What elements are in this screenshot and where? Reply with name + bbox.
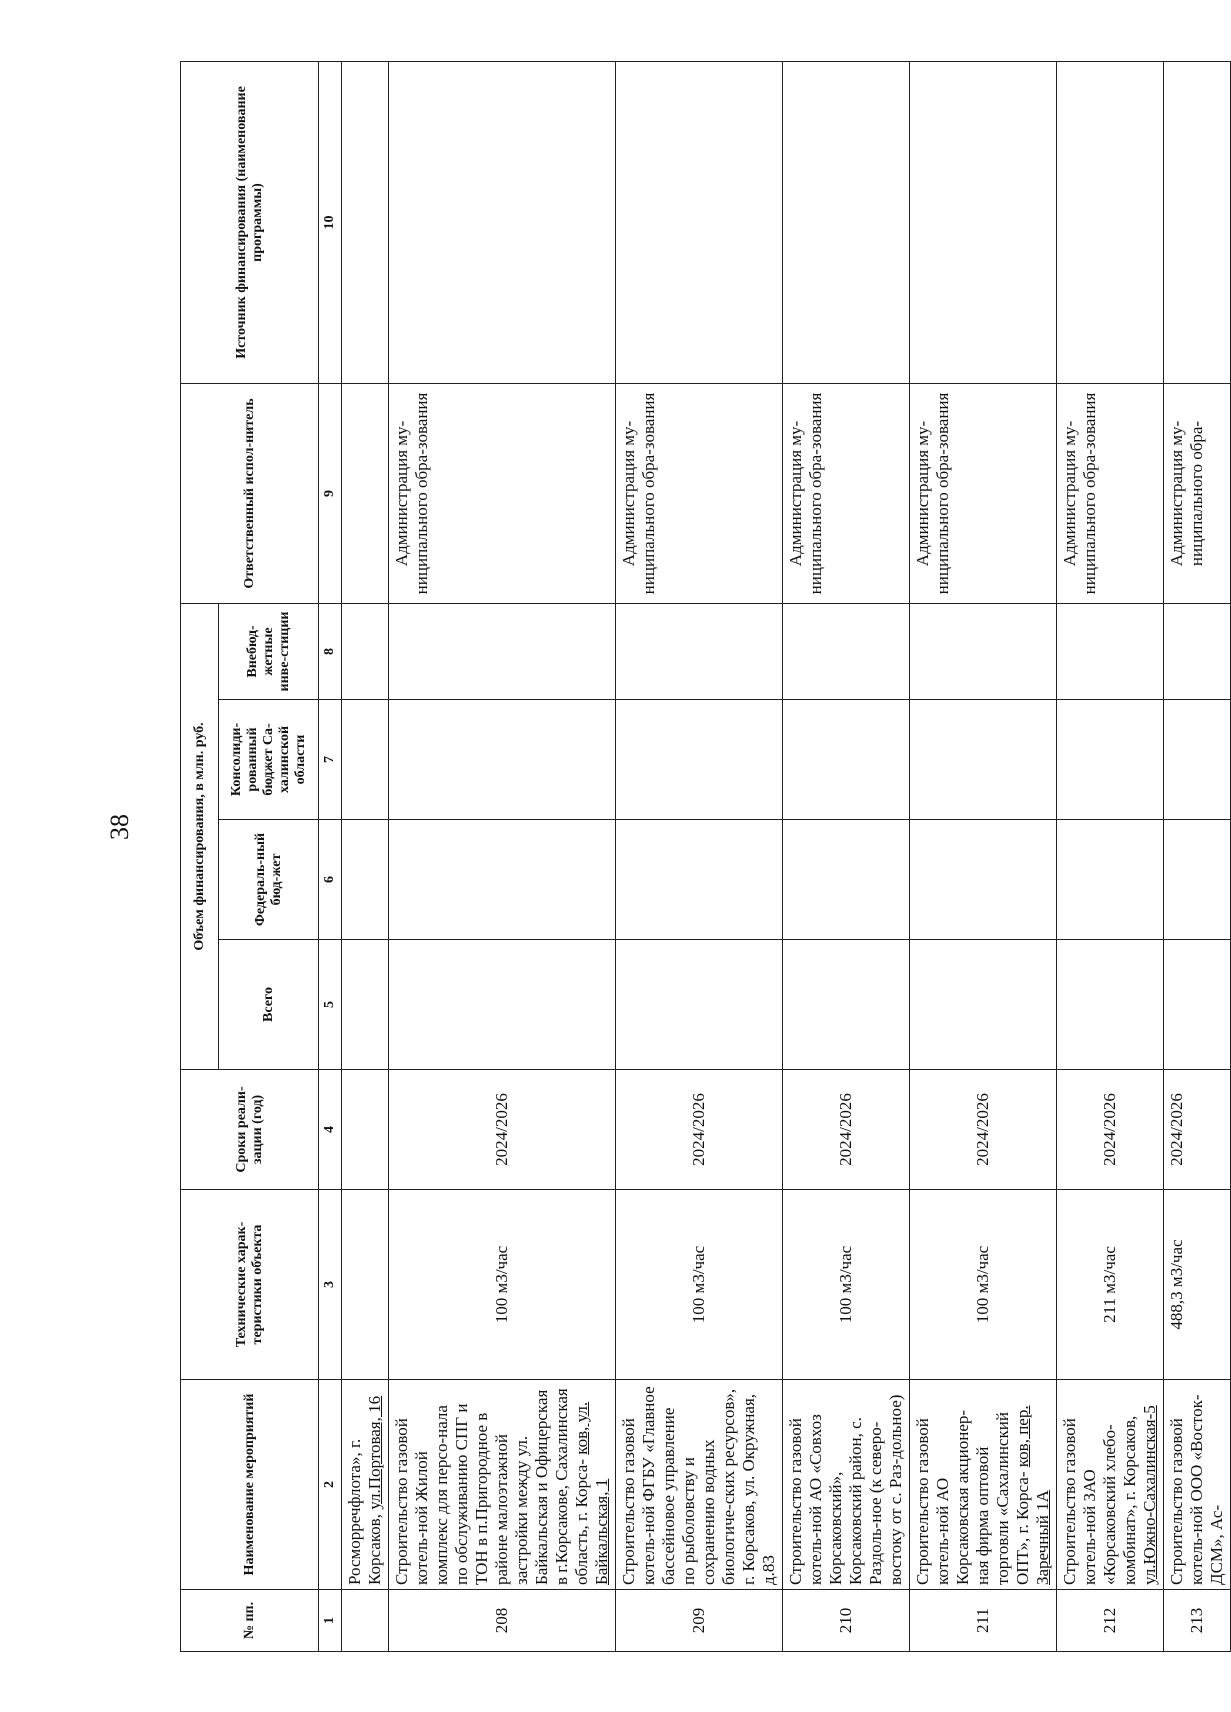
cell-executor: Администрация му-ниципального обра-зования	[910, 383, 1057, 603]
column-number: 8	[319, 603, 342, 699]
cell-regional	[1057, 700, 1164, 820]
cell-total	[783, 940, 910, 1070]
name-underlined: ул.Южно-Сахалинская-5	[1140, 1405, 1159, 1585]
cell-tech: 100 м3/час	[910, 1190, 1057, 1380]
cell-period: 2024/2026	[389, 1070, 616, 1190]
cell-tech: 211 м3/час	[1057, 1190, 1164, 1380]
cell-total	[342, 940, 389, 1070]
cell-num: 209	[616, 1590, 783, 1652]
cell-federal	[910, 820, 1057, 940]
header-col-2: Наименование мероприятий	[181, 1380, 319, 1590]
cell-executor: Администрация му-ниципального обра-зования	[1057, 383, 1164, 603]
header-col-4: Сроки реали-зации (год)	[181, 1070, 319, 1190]
cell-source	[1057, 61, 1164, 383]
cell-regional	[783, 700, 910, 820]
cell-total	[616, 940, 783, 1070]
cell-regional	[616, 700, 783, 820]
cell-name	[389, 1380, 616, 1590]
cell-source	[1164, 61, 1231, 383]
cell-period: 2024/2026	[1057, 1070, 1164, 1190]
cell-federal	[1057, 820, 1164, 940]
continuation-underlined: ул.Портовая, 16	[365, 1395, 384, 1510]
cell-regional	[910, 700, 1057, 820]
table-row	[783, 61, 910, 1651]
cell-tech: 100 м3/час	[616, 1190, 783, 1380]
cell-federal	[342, 820, 389, 940]
cell-period	[342, 1070, 389, 1190]
cell-extrabudget	[389, 603, 616, 699]
column-number: 4	[319, 1070, 342, 1190]
cell-num: 208	[389, 1590, 616, 1652]
column-number: 6	[319, 820, 342, 940]
cell-extrabudget	[783, 603, 910, 699]
header-col-5: Всего	[219, 940, 319, 1070]
measures-table	[180, 61, 1231, 1652]
cell-executor: Администрация му-ниципального обра-	[1164, 383, 1231, 603]
column-number-row	[319, 61, 342, 1651]
cell-period: 2024/2026	[783, 1070, 910, 1190]
table-row	[389, 61, 616, 1651]
cell-regional	[1164, 700, 1231, 820]
cell-source	[342, 61, 389, 383]
cell-extrabudget	[910, 603, 1057, 699]
column-number: 5	[319, 940, 342, 1070]
cell-period: 2024/2026	[910, 1070, 1057, 1190]
column-number: 10	[319, 61, 342, 383]
cell-name	[342, 1380, 389, 1590]
cell-source	[389, 61, 616, 383]
header-col-8: Внебюд-жетные инве-стиции	[219, 603, 319, 699]
name-text: Строительство газовой котель-ной ЗАО «Корсаковский хлебо-комбинат», г. Корсаков,	[1060, 1415, 1139, 1585]
header-col-10: Источник финансирования (наименование программы)	[181, 61, 319, 383]
cell-tech: 100 м3/час	[783, 1190, 910, 1380]
continuation-row	[342, 61, 389, 1651]
cell-total	[1164, 940, 1231, 1070]
cell-federal	[389, 820, 616, 940]
name-text: Строительство газовой котель-ной ФГБУ «Главное бассейновое управление по рыболовству и сохранению водных биологиче-ских ресурсов», г. Корсаков, ул. Окружная, д.83	[619, 1386, 778, 1585]
cell-total	[1057, 940, 1164, 1070]
cell-name	[1164, 1380, 1231, 1590]
name-text: Строительство газовой котель-ной АО Корсаковская акционер-ная фирма оптовой торговли «Сахалинский ОПТ», г. Корса-	[913, 1409, 1032, 1585]
cell-source	[616, 61, 783, 383]
cell-executor: Администрация му-ниципального обра-зования	[783, 383, 910, 603]
cell-name	[910, 1380, 1057, 1590]
cell-period: 2024/2026	[616, 1070, 783, 1190]
column-number: 3	[319, 1190, 342, 1380]
table-row	[1164, 61, 1231, 1651]
column-number: 2	[319, 1380, 342, 1590]
name-underlined: ков, ул. Байкальская, 1	[572, 1401, 611, 1585]
continuation-text: Росморречфлота», г. Корсаков,	[345, 1438, 384, 1585]
name-text: Строительство газовой котель-ной АО «Совхоз Корсаковский», Корсаковский район, с. Раздоль-ное (к северо-востоку от с. Раз-дольное)	[786, 1394, 905, 1585]
cell-total	[910, 940, 1057, 1070]
cell-name	[1057, 1380, 1164, 1590]
cell-num	[342, 1590, 389, 1652]
cell-name	[616, 1380, 783, 1590]
name-text: Строительство газовой котель-ной Жилой комплекс для персо-нала по обслуживанию СПГ и ТОН в п.Пригородное в районе малоэтажной застройки между ул. Байкальская и Офицерская в г.Корсакове, Сахалинская область, г. Корса-	[392, 1388, 591, 1585]
cell-num: 210	[783, 1590, 910, 1652]
header-row-1	[181, 61, 219, 1651]
cell-source	[783, 61, 910, 383]
header-col-1: № пп.	[181, 1590, 319, 1652]
cell-num: 211	[910, 1590, 1057, 1652]
column-number: 1	[319, 1590, 342, 1652]
cell-num: 212	[1057, 1590, 1164, 1652]
cell-executor: Администрация му-ниципального обра-зования	[389, 383, 616, 603]
rotated-table-wrapper	[180, 62, 1226, 1652]
table-row	[1057, 61, 1164, 1651]
cell-federal	[1164, 820, 1231, 940]
cell-regional	[389, 700, 616, 820]
cell-executor	[342, 383, 389, 603]
cell-regional	[342, 700, 389, 820]
cell-num: 213	[1164, 1590, 1231, 1652]
header-col-6: Федераль-ный бюд-жет	[219, 820, 319, 940]
name-text: Строительство газовой котель-ной ООО «Восток-ДСМ», Ас-	[1167, 1394, 1226, 1585]
cell-executor: Администрация му-ниципального обра-зования	[616, 383, 783, 603]
header-col-3: Технические харак-теристики объекта	[181, 1190, 319, 1380]
column-number: 9	[319, 383, 342, 603]
table-row	[616, 61, 783, 1651]
table-row	[910, 61, 1057, 1651]
cell-name	[783, 1380, 910, 1590]
cell-extrabudget	[342, 603, 389, 699]
cell-extrabudget	[1057, 603, 1164, 699]
cell-total	[389, 940, 616, 1070]
cell-tech: 100 м3/час	[389, 1190, 616, 1380]
name-underlined: ков, пер. Заречный 1А	[1013, 1405, 1052, 1585]
cell-period: 2024/2026	[1164, 1070, 1231, 1190]
cell-source	[910, 61, 1057, 383]
cell-federal	[783, 820, 910, 940]
column-number: 7	[319, 700, 342, 820]
cell-federal	[616, 820, 783, 940]
cell-extrabudget	[1164, 603, 1231, 699]
header-funding-group: Объем финансирования, в млн. руб.	[181, 603, 219, 1069]
cell-tech	[342, 1190, 389, 1380]
cell-tech: 488,3 м3/час	[1164, 1190, 1231, 1380]
header-col-9: Ответственный испол-нитель	[181, 383, 319, 603]
page-number: 38	[105, 814, 134, 840]
header-col-7: Консолиди-рованный бюджет Са-халинской области	[219, 700, 319, 820]
cell-extrabudget	[616, 603, 783, 699]
